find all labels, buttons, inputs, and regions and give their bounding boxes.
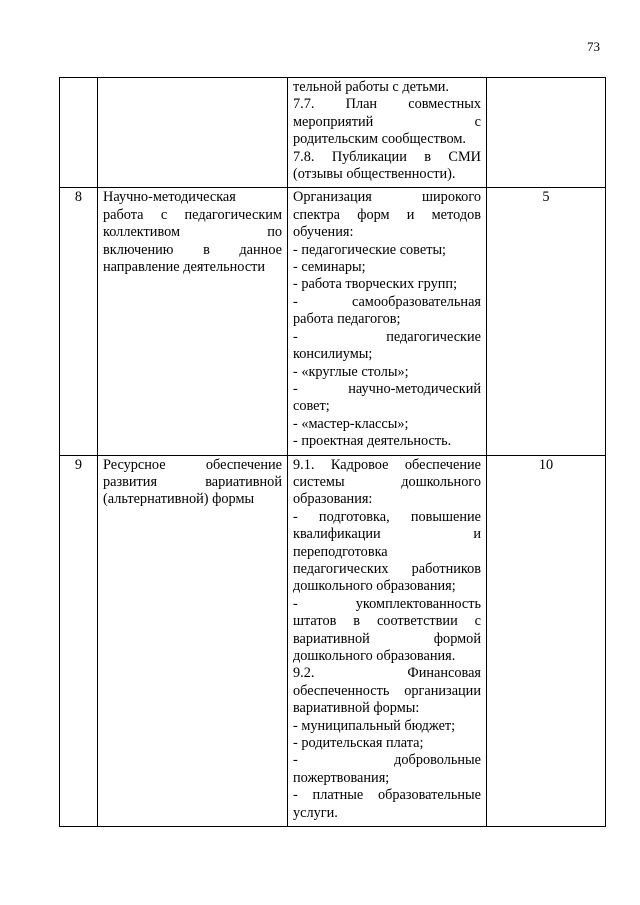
criterion-content-line: обеспеченность организации [293, 682, 481, 699]
criterion-content-line: - семинары; [293, 259, 366, 276]
criterion-content-line: системы дошкольного [293, 473, 481, 490]
criterion-content-line: дошкольного образования; [293, 578, 456, 595]
criterion-content-cell [288, 188, 487, 455]
row-number-cell [60, 78, 98, 188]
criterion-title-line: коллективом по [103, 224, 282, 241]
criterion-content-line: - работа творческих групп; [293, 276, 458, 293]
criterion-content-line: тельной работы с детьми. [293, 79, 450, 95]
criterion-content-line: Организация широкого [293, 189, 481, 206]
criterion-content-line: 7.7. План совместных [293, 96, 481, 113]
criterion-content-line: (отзывы общественности). [293, 166, 456, 183]
criterion-content-line: - самообразовательная [293, 293, 481, 310]
criterion-content-line: - «мастер-классы»; [293, 415, 409, 432]
row-number-cell: 9 [60, 455, 98, 827]
criterion-content-line: квалификации и [293, 526, 481, 543]
table-row [60, 78, 606, 188]
criterion-content-line: - научно-методический [293, 380, 481, 397]
criterion-content-line: - платные образовательные [293, 787, 481, 804]
table-body [60, 78, 606, 827]
criterion-title-cell [98, 188, 288, 455]
criterion-content-line: образования: [293, 491, 373, 508]
criterion-content-line: услуги. [293, 804, 338, 821]
criterion-title-line: Научно-методическая [103, 189, 236, 206]
score-cell: 5 [487, 188, 606, 455]
score-cell: 10 [487, 455, 606, 827]
criterion-content-line: обучения: [293, 224, 354, 241]
criterion-content-line: - проектная деятельность. [293, 433, 452, 450]
criterion-title-line: включению в данное [103, 241, 282, 258]
criterion-content-line: 9.1. Кадровое обеспечение [293, 456, 481, 473]
criterion-content-line: вариативной формой [293, 630, 481, 647]
criterion-title-cell [98, 455, 288, 827]
criterion-content-line: - подготовка, повышение [293, 508, 481, 525]
criterion-content-line: штатов в соответствии с [293, 613, 481, 630]
criterion-content-line: родительским сообществом. [293, 131, 466, 148]
criterion-content-cell [288, 78, 487, 188]
criterion-content-line: работа педагогов; [293, 311, 401, 328]
criterion-title-line: развития вариативной [103, 473, 282, 490]
criterion-content-line: - педагогические [293, 328, 481, 345]
criterion-content-line: спектра форм и методов [293, 206, 481, 223]
criterion-content-line: - «круглые столы»; [293, 363, 409, 380]
criterion-content-line: - укомплектованность [293, 595, 481, 612]
criterion-content-line: 7.8. Публикации в СМИ [293, 148, 481, 165]
criterion-content-line: - педагогические советы; [293, 241, 447, 258]
criterion-content-line: переподготовка [293, 543, 388, 560]
criterion-title-cell [98, 78, 288, 188]
criteria-table [59, 77, 606, 827]
page-number: 73 [587, 39, 600, 54]
criterion-content-line: - добровольные [293, 752, 481, 769]
criterion-content-line: педагогических работников [293, 560, 481, 577]
table-row [60, 455, 606, 827]
criterion-content-line: совет; [293, 398, 330, 415]
criterion-content-line: пожертвования; [293, 769, 390, 786]
row-number-cell: 8 [60, 188, 98, 455]
criterion-content-line: - родительская плата; [293, 735, 424, 752]
criterion-content-line: вариативной формы: [293, 700, 420, 717]
criterion-content-line: мероприятий с [293, 113, 481, 130]
criterion-content-line: дошкольного образования. [293, 648, 456, 664]
criterion-content-cell [288, 455, 487, 827]
criterion-content-line: - муниципальный бюджет; [293, 717, 456, 734]
criterion-content-line: консилиумы; [293, 346, 373, 363]
criterion-title-line: (альтернативной) формы [103, 491, 255, 508]
criterion-title-line: работа с педагогическим [103, 206, 282, 223]
criterion-title-line: направление деятельности [103, 259, 266, 276]
criterion-content-line: 9.2. Финансовая [293, 665, 481, 682]
criterion-title-line: Ресурсное обеспечение [103, 456, 282, 473]
score-cell [487, 78, 606, 188]
table-row [60, 188, 606, 455]
